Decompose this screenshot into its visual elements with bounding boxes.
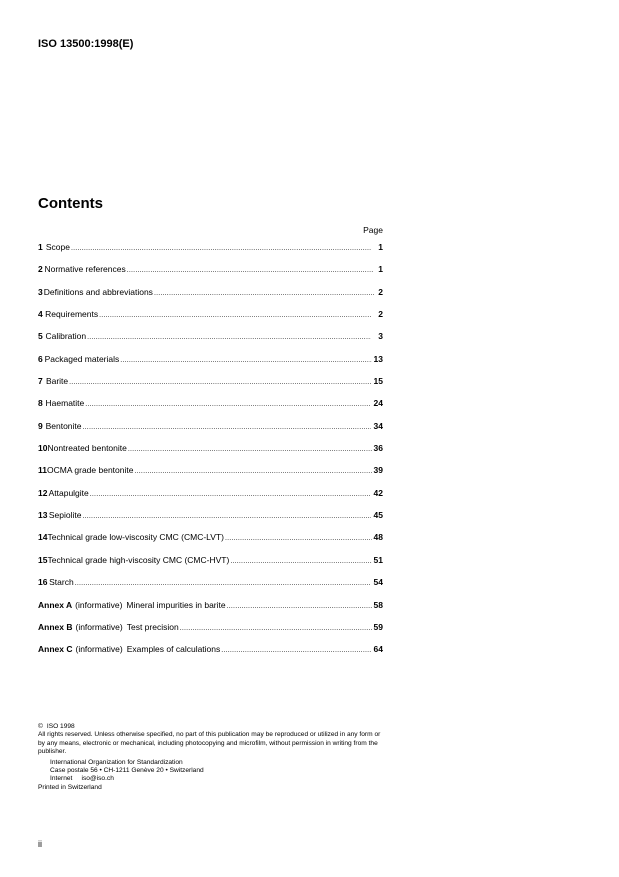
toc-entry-page: 1 (378, 264, 383, 275)
toc-entry[interactable] (38, 236, 383, 258)
toc-entry-number: 14 (38, 532, 48, 543)
toc-entry-page: 48 (373, 532, 383, 543)
toc-entry-title: Calibration (45, 331, 87, 342)
dot-leader (225, 528, 372, 550)
toc-entry-page: 42 (373, 487, 383, 498)
toc-entry-number: 5 (38, 331, 43, 342)
toc-entry-number: 1 (38, 242, 43, 252)
annex-label: Annex A (38, 599, 73, 610)
toc-annex-entry[interactable] (38, 616, 383, 638)
copyright-symbol: © (38, 723, 43, 730)
toc-entry-title: Haematite (45, 398, 85, 409)
toc-entry-number: 9 (38, 420, 43, 431)
dot-leader (69, 372, 371, 394)
annex-type: (informative) (75, 621, 123, 632)
dot-leader (134, 461, 371, 483)
toc-entry-number: 11 (38, 465, 47, 476)
copyright-year: ISO 1998 (46, 723, 75, 730)
toc-entry-page: 13 (373, 353, 383, 364)
toc-entry[interactable] (38, 526, 383, 548)
toc-entry-title: Bentonite (45, 420, 82, 431)
dot-leader (87, 327, 371, 349)
toc-entry-title: Technical grade high-viscosity CMC (CMC-HVT) (47, 554, 230, 565)
toc-entry[interactable] (38, 392, 383, 414)
annex-title: Test precision (126, 621, 179, 632)
dot-leader (128, 439, 372, 461)
toc-entry-title: Technical grade low-viscosity CMC (CMC-LVT) (47, 532, 224, 543)
toc-entry[interactable] (38, 258, 383, 280)
annex-type: (informative) (75, 599, 123, 610)
dot-leader (71, 238, 371, 260)
toc-entry-title: Attapulgite (48, 487, 89, 498)
toc-entry-number: 3 (38, 286, 43, 297)
toc-entry-title: Barite (45, 376, 69, 387)
dot-leader (82, 506, 371, 528)
dot-leader (227, 596, 372, 618)
toc-entry-title: Scope (45, 242, 70, 252)
toc-entry-title: Packaged materials (44, 353, 120, 364)
toc-entry-page: 2 (378, 309, 383, 320)
contents-heading: Contents (38, 195, 103, 212)
toc-entry-number: 4 (38, 309, 43, 320)
toc-entry-title: Normative references (44, 264, 126, 275)
toc-entry-page: 51 (373, 554, 383, 565)
toc-entry[interactable] (38, 370, 383, 392)
toc-entry-title: Sepiolite (48, 510, 82, 521)
toc-entry-page: 3 (378, 331, 384, 342)
toc-entry-number: 7 (38, 376, 43, 387)
toc-entry[interactable] (38, 459, 383, 481)
toc-entry[interactable] (38, 482, 383, 504)
toc-entry-page: 36 (373, 443, 383, 454)
annex-title: Mineral impurities in barite (126, 599, 226, 610)
toc-entry[interactable] (38, 415, 383, 437)
annex-label: Annex C (38, 644, 73, 655)
table-of-contents (38, 236, 383, 661)
toc-entry-page: 39 (373, 465, 383, 476)
toc-entry-title: Requirements (45, 309, 99, 320)
publisher-org: International Organization for Standardization (50, 758, 183, 766)
dot-leader (83, 417, 372, 439)
annex-label: Annex B (38, 621, 73, 632)
toc-entry-title: OCMA grade bentonite (47, 465, 134, 476)
annex-type: (informative) (75, 644, 123, 655)
toc-annex-entry[interactable] (38, 638, 383, 660)
toc-entry[interactable] (38, 437, 383, 459)
annex-page: 64 (373, 644, 383, 655)
toc-entry-number: 16 (38, 577, 48, 588)
dot-leader (99, 305, 372, 327)
toc-entry-number: 6 (38, 353, 43, 364)
toc-entry-page: 1 (378, 242, 383, 252)
toc-entry-number: 8 (38, 398, 43, 409)
toc-entry[interactable] (38, 571, 383, 593)
toc-entry[interactable] (38, 504, 383, 526)
toc-entry-page: 34 (373, 420, 383, 431)
dot-leader (221, 640, 371, 662)
dot-leader (180, 618, 372, 640)
dot-leader (75, 573, 371, 595)
page-column-label: Page (363, 225, 383, 235)
rights-notice: All rights reserved. Unless otherwise specified, no part of this publication may be reproduced or utilized in any form or by any means, electronic or mechanical, including photocopying and microfilm, without permission in writing from the publisher. (38, 731, 381, 756)
toc-entry-number: 13 (38, 510, 48, 521)
dot-leader (90, 484, 372, 506)
annex-title: Examples of calculations (126, 644, 221, 655)
annex-page: 59 (373, 621, 383, 632)
toc-entry-page: 15 (373, 376, 383, 387)
toc-entry[interactable] (38, 325, 383, 347)
publisher-postal: Case postale 56 • CH-1211 Genève 20 • Switzerland (50, 767, 204, 775)
document-id-header: ISO 13500:1998(E) (38, 38, 134, 50)
toc-entry-number: 10 (38, 443, 48, 454)
toc-annex-entry[interactable] (38, 594, 383, 616)
toc-entry-number: 12 (38, 487, 48, 498)
annex-page: 58 (373, 599, 383, 610)
copyright-line (38, 723, 388, 731)
toc-entry-number: 15 (38, 554, 48, 565)
dot-leader (120, 350, 371, 372)
toc-entry[interactable] (38, 348, 383, 370)
printed-location: Printed in Switzerland (38, 783, 102, 791)
dot-leader (154, 283, 374, 305)
toc-entry-title: Definitions and abbreviations (43, 286, 153, 297)
publisher-internet: Internet iso@iso.ch (50, 775, 114, 783)
toc-entry[interactable] (38, 303, 383, 325)
toc-entry-title: Starch (49, 577, 74, 588)
publisher-address (50, 759, 388, 784)
toc-entry-page: 45 (373, 510, 383, 521)
toc-entry-page: 2 (378, 286, 383, 297)
copyright-block (38, 723, 388, 792)
toc-entry-page: 54 (373, 577, 383, 588)
dot-leader (85, 394, 371, 416)
toc-entry-number: 2 (38, 264, 43, 275)
page-number: ii (38, 839, 42, 849)
toc-entry[interactable] (38, 281, 383, 303)
dot-leader (230, 551, 371, 573)
toc-entry-page: 24 (373, 398, 383, 409)
toc-entry-title: Nontreated bentonite (47, 443, 127, 454)
dot-leader (127, 260, 373, 282)
toc-entry[interactable] (38, 549, 383, 571)
